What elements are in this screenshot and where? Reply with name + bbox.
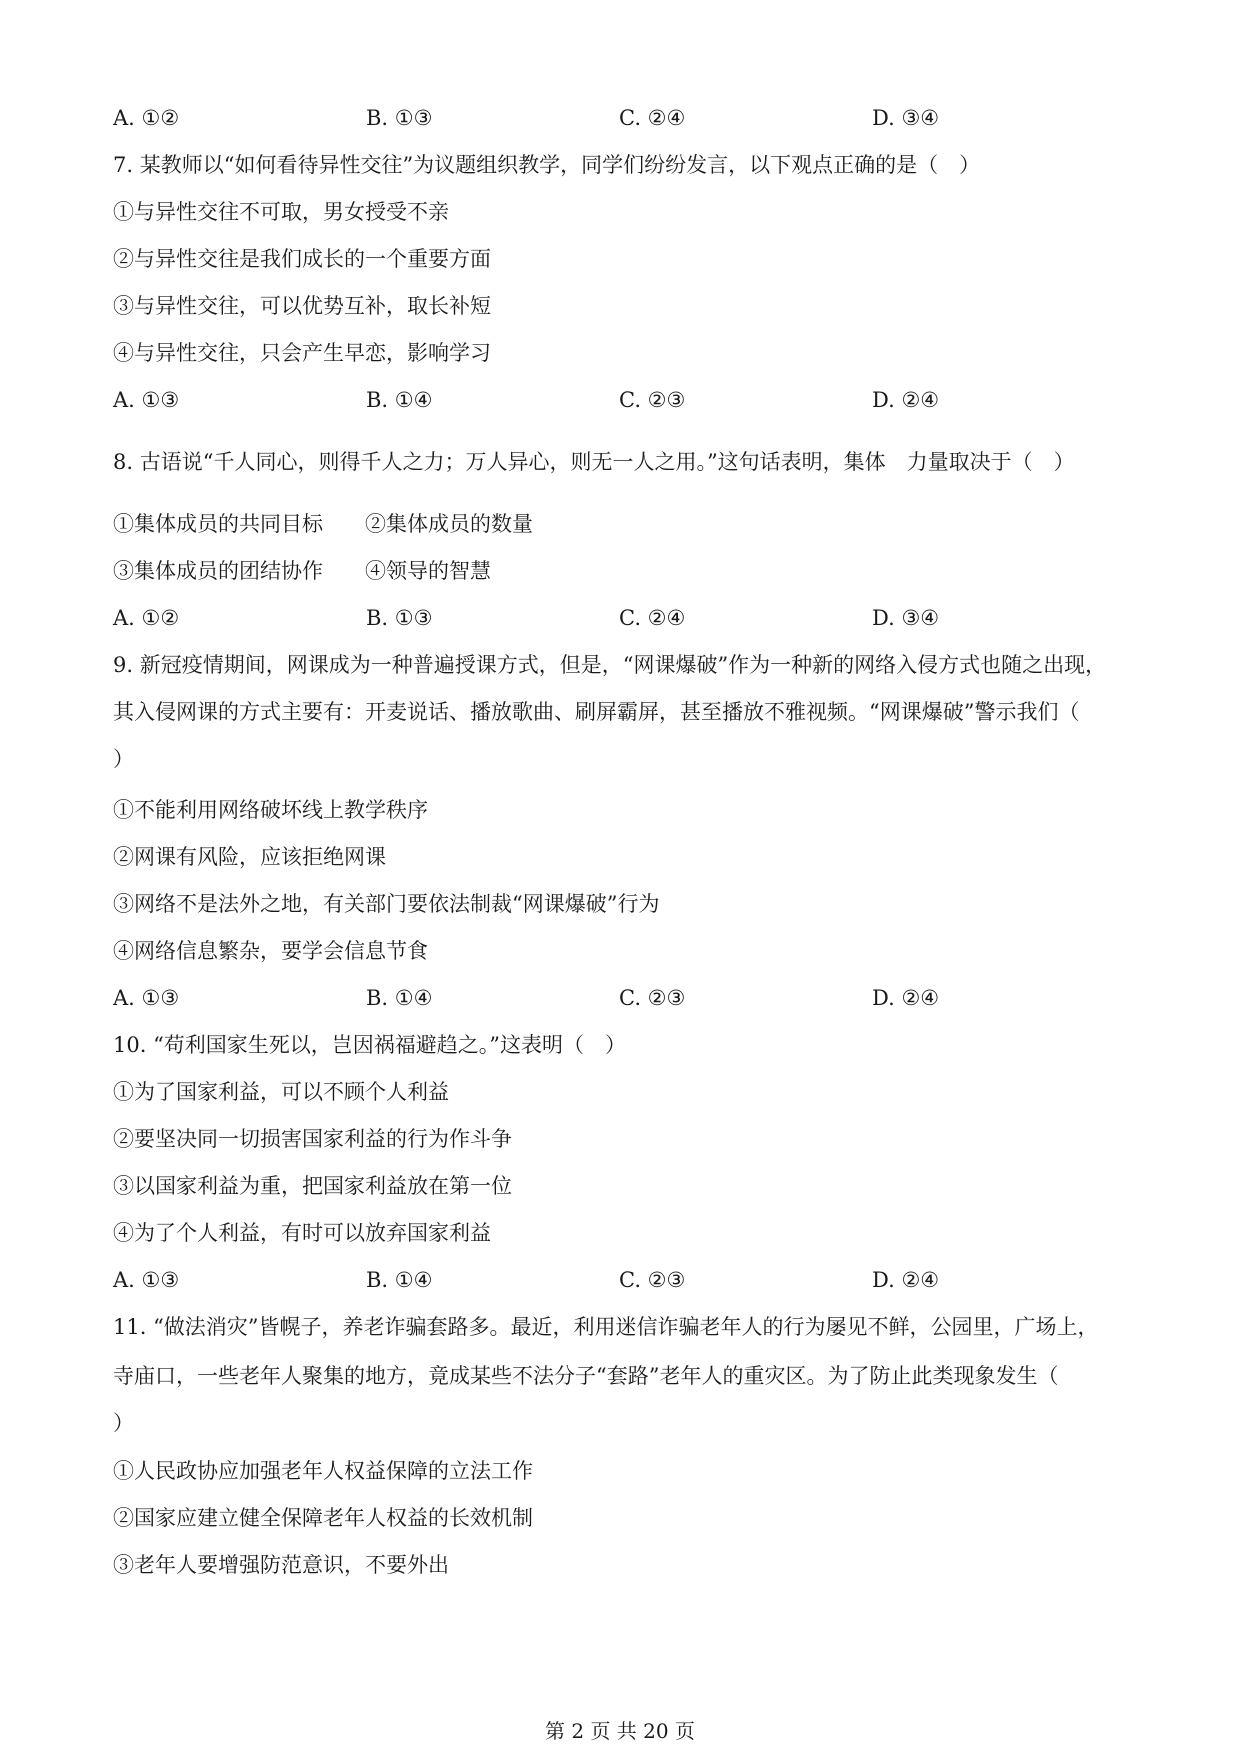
q7-item-4: ④与异性交往，只会产生早恋，影响学习 (113, 341, 491, 365)
q8-items-row-1: ①集体成员的共同目标 ②集体成员的数量 (113, 512, 533, 536)
q9-item-3: ③网络不是法外之地，有关部门要依法制裁“网课爆破”行为 (113, 892, 660, 916)
q10-options (113, 1266, 1133, 1294)
q8-options (113, 604, 1133, 632)
q7-stem: 7. 某教师以“如何看待异性交往”为议题组织教学，同学们纷纷发言，以下观点正确的是（ ） (113, 153, 981, 177)
q10-stem: 10. “苟利国家生死以，岂因祸福避趋之。”这表明（ ） (113, 1033, 627, 1057)
q7-options (113, 386, 1133, 414)
q9-option-c: C. ②③ (619, 986, 686, 1010)
q10-item-3: ③以国家利益为重，把国家利益放在第一位 (113, 1174, 512, 1198)
q10-item-1: ①为了国家利益，可以不顾个人利益 (113, 1080, 449, 1104)
q11-item-3: ③老年人要增强防范意识，不要外出 (113, 1553, 449, 1577)
q9-item-1: ①不能利用网络破坏线上教学秩序 (113, 798, 428, 822)
q7-option-d: D. ②④ (872, 388, 940, 412)
q6-options (113, 104, 1133, 132)
q9-option-a: A. ①③ (113, 986, 180, 1010)
q11-stem-line-2: 寺庙口，一些老年人聚集的地方，竟成某些不法分子“套路”老年人的重灾区。为了防止此类现象发生（ (113, 1364, 1059, 1388)
q9-stem-line-1: 9. 新冠疫情期间，网课成为一种普遍授课方式，但是，“网课爆破”作为一种新的网络入侵方式也随之出现， (113, 653, 1107, 677)
q11-stem-line-1: 11. “做法消灾”皆幌子，养老诈骗套路多。最近，利用迷信诈骗老年人的行为屡见不鲜，公园里，广场上， (113, 1315, 1099, 1339)
q7-item-1: ①与异性交往不可取，男女授受不亲 (113, 200, 449, 224)
q11-item-1: ①人民政协应加强老年人权益保障的立法工作 (113, 1459, 533, 1483)
q7-option-b: B. ①④ (366, 388, 433, 412)
q7-option-c: C. ②③ (619, 388, 686, 412)
q11-stem-line-3: ） (113, 1411, 134, 1435)
page-number-footer: 第 2 页 共 20 页 (545, 1719, 695, 1743)
q6-option-a: A. ①② (113, 106, 180, 130)
q6-option-d: D. ③④ (872, 106, 940, 130)
q9-item-4: ④网络信息繁杂，要学会信息节食 (113, 939, 428, 963)
q9-option-d: D. ②④ (872, 986, 940, 1010)
q6-option-c: C. ②④ (619, 106, 686, 130)
q10-option-a: A. ①③ (113, 1268, 180, 1292)
q7-option-a: A. ①③ (113, 388, 180, 412)
q10-item-4: ④为了个人利益，有时可以放弃国家利益 (113, 1221, 491, 1245)
q8-option-b: B. ①③ (366, 606, 433, 630)
q9-stem-line-3: ） (113, 747, 134, 771)
q7-item-3: ③与异性交往，可以优势互补，取长补短 (113, 294, 491, 318)
q10-item-2: ②要坚决同一切损害国家利益的行为作斗争 (113, 1127, 512, 1151)
q10-option-b: B. ①④ (366, 1268, 433, 1292)
q8-stem: 8. 古语说“千人同心，则得千人之力；万人异心，则无一人之用。”这句话表明，集体 力量取决于（ ） (113, 450, 1075, 474)
q8-option-a: A. ①② (113, 606, 180, 630)
q8-option-d: D. ③④ (872, 606, 940, 630)
q9-options (113, 984, 1133, 1012)
q6-option-b: B. ①③ (366, 106, 433, 130)
q8-items-row-2: ③集体成员的团结协作 ④领导的智慧 (113, 559, 491, 583)
q11-item-2: ②国家应建立健全保障老年人权益的长效机制 (113, 1506, 533, 1530)
q9-stem-line-2: 其入侵网课的方式主要有：开麦说话、播放歌曲、刷屏霸屏，甚至播放不雅视频。“网课爆破”警示我们（ (113, 700, 1080, 724)
q9-option-b: B. ①④ (366, 986, 433, 1010)
q9-item-2: ②网课有风险，应该拒绝网课 (113, 845, 386, 869)
q7-item-2: ②与异性交往是我们成长的一个重要方面 (113, 247, 491, 271)
q8-option-c: C. ②④ (619, 606, 686, 630)
q10-option-c: C. ②③ (619, 1268, 686, 1292)
q10-option-d: D. ②④ (872, 1268, 940, 1292)
